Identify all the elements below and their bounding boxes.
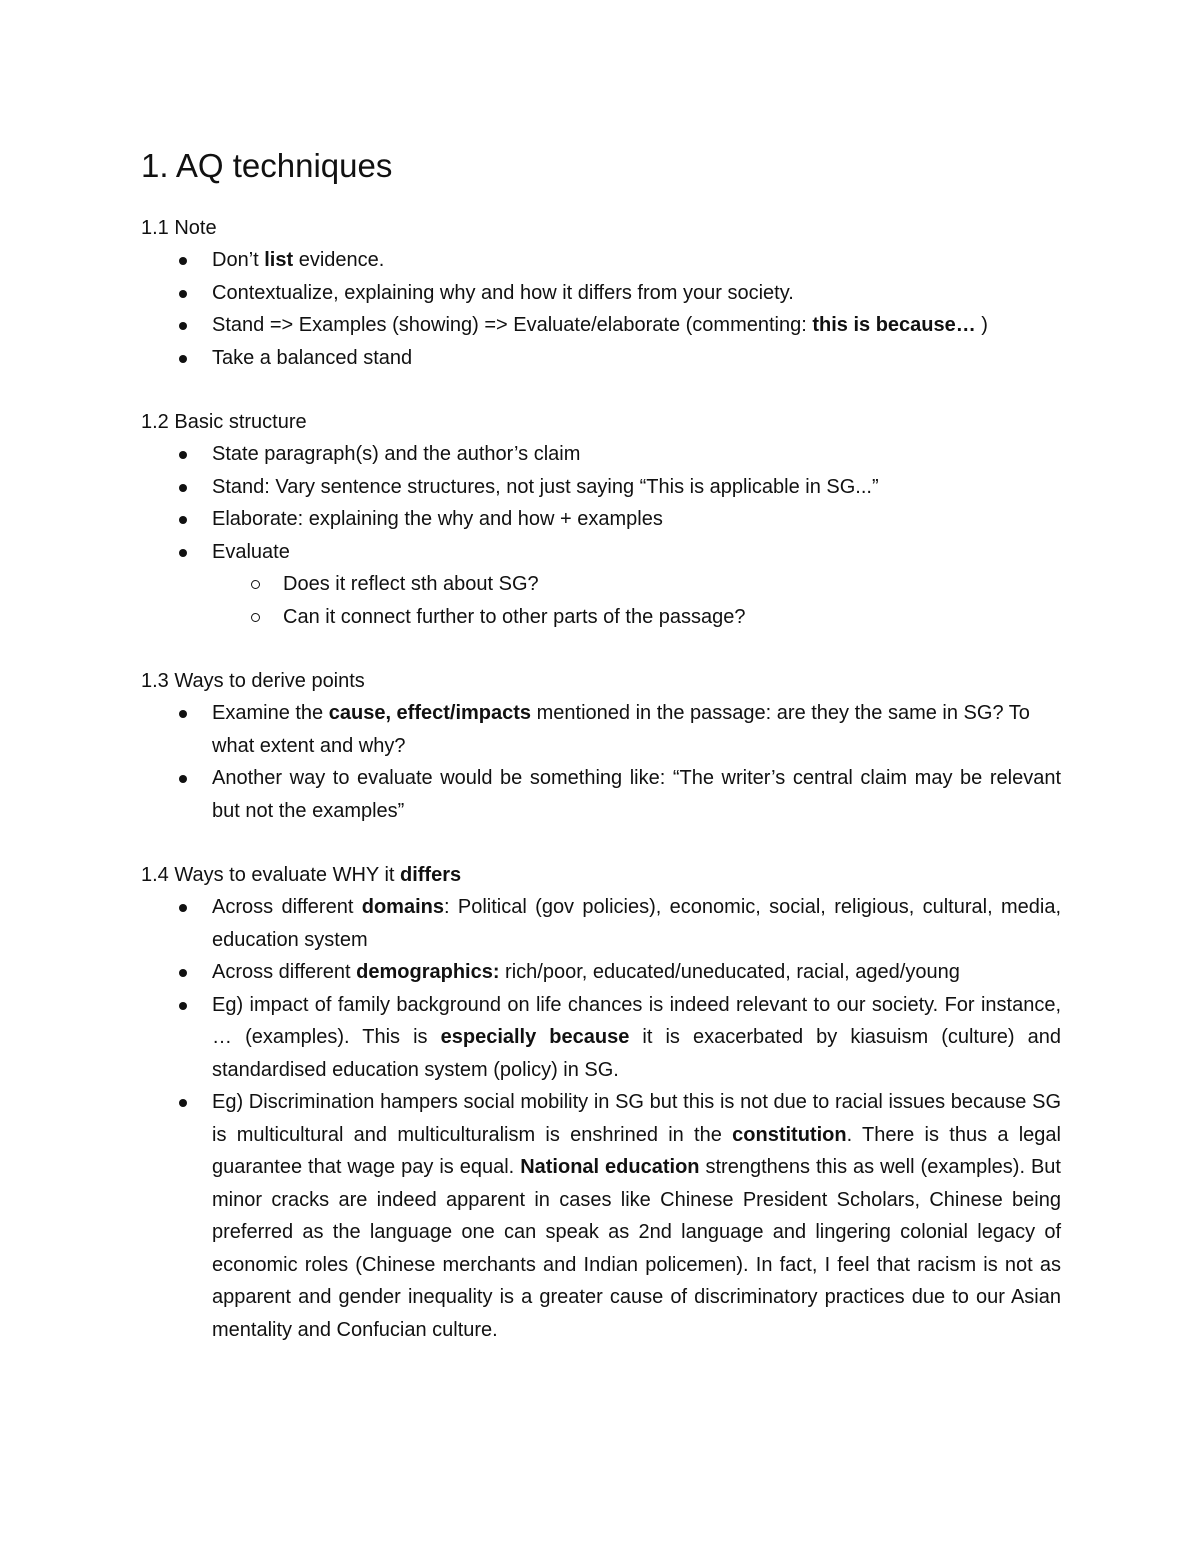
list-item: State paragraph(s) and the author’s claim xyxy=(141,438,1061,471)
list-item: Eg) Discrimination hampers social mobility in SG but this is not due to racial issues because SG is multicultural and multiculturalism is enshrined in the constitution. There is thus a legal guarantee that wage pay is equal. National education strengthens this as well (examples). But minor cracks are indeed apparent in cases like Chinese President Scholars, Chinese being preferred as the language one can speak as 2nd language and lingering colonial legacy of economic roles (Chinese merchants and Indian policemen). In fact, I feel that racism is not as apparent and gender inequality is a greater cause of discriminatory practices due to our Asian mentality and Confucian culture. xyxy=(141,1086,1061,1346)
list-item: Stand: Vary sentence structures, not just saying “This is applicable in SG...” xyxy=(141,471,1061,504)
sub-list-item: Can it connect further to other parts of the passage? xyxy=(141,601,1061,634)
bullet-list xyxy=(141,697,1061,827)
section-evaluate-why xyxy=(141,859,1061,1346)
hollow-bullet-icon xyxy=(251,613,260,622)
sub-bullet-list xyxy=(141,568,1061,633)
bullet-list xyxy=(141,244,1061,374)
bullet-icon xyxy=(179,904,187,912)
bullet-icon xyxy=(179,549,187,557)
section-derive-points xyxy=(141,665,1061,827)
section-title: 1.3 Ways to derive points xyxy=(141,670,365,692)
bullet-icon xyxy=(179,484,187,492)
bullet-icon xyxy=(179,516,187,524)
bullet-icon xyxy=(179,969,187,977)
section-basic-structure xyxy=(141,406,1061,633)
list-item: Eg) impact of family background on life chances is indeed relevant to our society. For instance, … (examples). This is especially because it is exacerbated by kiasuism (culture) and standardised education system (policy) in SG. xyxy=(141,989,1061,1087)
list-item: Stand => Examples (showing) => Evaluate/elaborate (commenting: this is because… ) xyxy=(141,309,1061,342)
list-item: Another way to evaluate would be something like: “The writer’s central claim may be relevant but not the examples” xyxy=(141,762,1061,827)
bullet-icon xyxy=(179,710,187,718)
bullet-icon xyxy=(179,355,187,363)
section-note xyxy=(141,212,1061,374)
list-item: Don’t list evidence. xyxy=(141,244,1061,277)
bullet-list xyxy=(141,891,1061,1346)
bullet-icon xyxy=(179,1099,187,1107)
document-page xyxy=(141,140,1061,1378)
list-item: Examine the cause, effect/impacts mentioned in the passage: are they the same in SG? To what extent and why? xyxy=(141,697,1061,762)
document-title: 1. AQ techniques xyxy=(141,147,393,184)
sub-list-item: Does it reflect sth about SG? xyxy=(141,568,1061,601)
list-item: Across different demographics: rich/poor, educated/uneducated, racial, aged/young xyxy=(141,956,1061,989)
list-item: Take a balanced stand xyxy=(141,342,1061,375)
list-item: Evaluate xyxy=(141,536,1061,569)
bullet-icon xyxy=(179,257,187,265)
section-title: 1.1 Note xyxy=(141,217,217,239)
hollow-bullet-icon xyxy=(251,580,260,589)
section-title: 1.2 Basic structure xyxy=(141,411,307,433)
list-item: Elaborate: explaining the why and how + examples xyxy=(141,503,1061,536)
section-title: 1.4 Ways to evaluate WHY it differs xyxy=(141,864,462,886)
bullet-icon xyxy=(179,290,187,298)
bullet-icon xyxy=(179,775,187,783)
bullet-icon xyxy=(179,451,187,459)
list-item: Contextualize, explaining why and how it differs from your society. xyxy=(141,277,1061,310)
bullet-list xyxy=(141,438,1061,568)
list-item: Across different domains: Political (gov policies), economic, social, religious, cultural, media, education system xyxy=(141,891,1061,956)
bullet-icon xyxy=(179,322,187,330)
bullet-icon xyxy=(179,1002,187,1010)
